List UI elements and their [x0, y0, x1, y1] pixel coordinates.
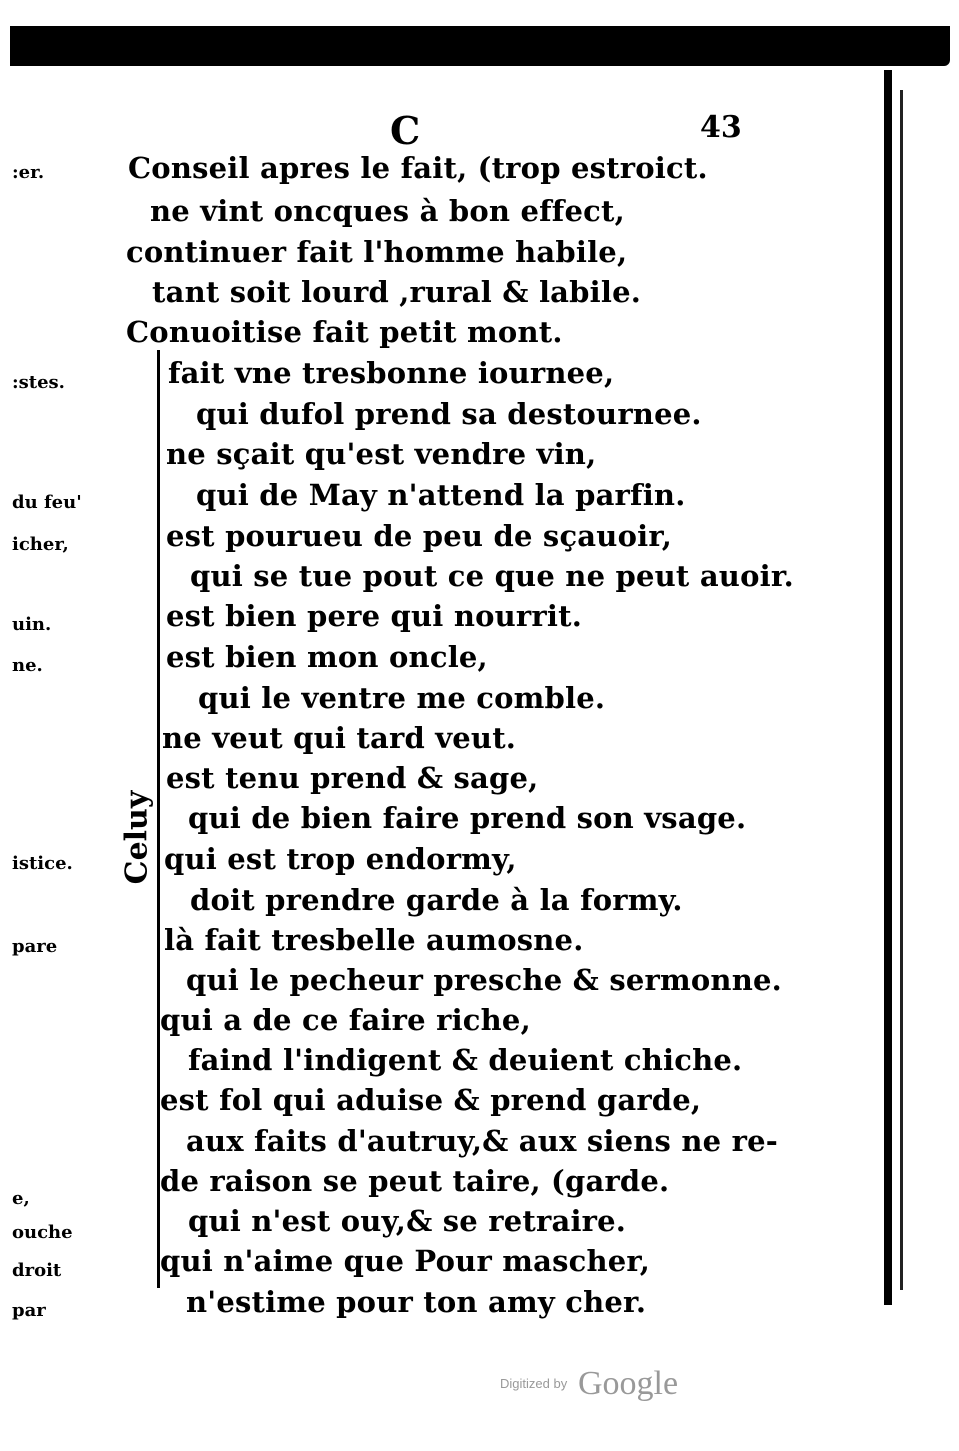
side-label-celuy: Celuy	[119, 790, 155, 885]
margin-note: e,	[12, 1188, 30, 1209]
margin-note: istice.	[12, 853, 73, 874]
text-line: là fait tresbelle aumosne.	[164, 923, 584, 957]
text-line: est fol qui aduise & prend garde,	[160, 1083, 702, 1117]
text-line: ne vint oncques à bon effect,	[150, 194, 625, 228]
text-line: qui de bien faire prend son vsage.	[188, 801, 747, 835]
text-line: fait vne tresbonne iournee,	[168, 356, 615, 390]
text-line: qui de May n'attend la parfin.	[196, 478, 686, 512]
digitized-by-label: Digitized by	[500, 1376, 568, 1391]
text-line: n'estime pour ton amy cher.	[186, 1285, 647, 1319]
margin-note: droit	[12, 1260, 62, 1281]
text-line: qui a de ce faire riche,	[160, 1003, 531, 1037]
signature-mark: C	[390, 108, 421, 153]
text-line: qui n'aime que Pour mascher,	[160, 1244, 651, 1278]
text-line: qui le pecheur presche & sermonne.	[186, 963, 782, 997]
page-number: 43	[700, 110, 742, 145]
margin-note: du feu'	[12, 492, 82, 513]
text-line: Conuoitise fait petit mont.	[126, 315, 563, 349]
text-line: qui le ventre me comble.	[198, 681, 606, 715]
text-line: est bien pere qui nourrit.	[166, 599, 583, 633]
margin-note: pare	[12, 936, 58, 957]
text-line: qui est trop endormy,	[164, 842, 517, 876]
text-line: doit prendre garde à la formy.	[190, 883, 683, 917]
text-line: est pourueu de peu de sçauoir,	[166, 519, 673, 553]
text-line: continuer fait l'homme habile,	[126, 235, 628, 269]
text-line: qui dufol prend sa destournee.	[196, 397, 702, 431]
text-line: Conseil apres le fait, (trop estroict.	[128, 151, 708, 185]
text-line: faind l'indigent & deuient chiche.	[188, 1043, 743, 1077]
text-line: est tenu prend & sage,	[166, 761, 539, 795]
google-watermark: Google	[578, 1365, 679, 1402]
margin-note: :er.	[12, 162, 45, 183]
text-line: ne sçait qu'est vendre vin,	[166, 437, 597, 471]
text-line: ne veut qui tard veut.	[162, 721, 517, 755]
page-right-shadow	[900, 90, 903, 1290]
text-line: aux faits d'autruy,& aux siens ne re-	[186, 1124, 778, 1158]
margin-note: icher,	[12, 534, 69, 555]
margin-note: par	[12, 1300, 46, 1321]
margin-note: ne.	[12, 655, 43, 676]
page-right-dark-edge	[884, 70, 892, 1305]
margin-note: uin.	[12, 614, 52, 635]
bracket-line	[157, 350, 160, 1288]
page-top-dark-edge	[10, 26, 950, 66]
text-line: de raison se peut taire, (garde.	[160, 1164, 670, 1198]
text-line: qui n'est ouy,& se retraire.	[188, 1204, 627, 1238]
margin-note: ouche	[12, 1222, 73, 1243]
text-line: est bien mon oncle,	[166, 640, 488, 674]
text-line: tant soit lourd ,rural & labile.	[152, 275, 642, 309]
text-line: qui se tue pout ce que ne peut auoir.	[190, 559, 794, 593]
margin-note: :stes.	[12, 372, 65, 393]
